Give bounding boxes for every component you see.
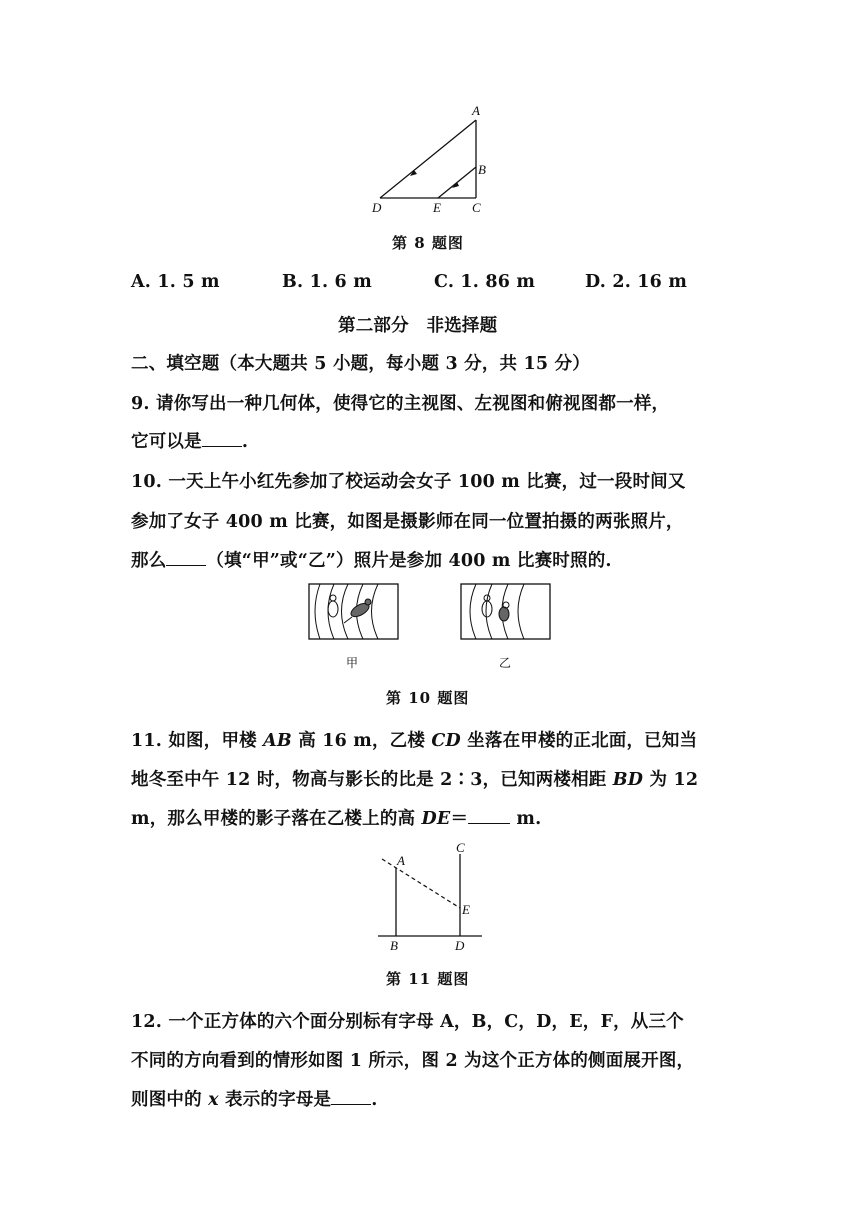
q11-line1-c: 坐落在甲楼的正北面，已知当: [460, 731, 698, 751]
q12-line3-post: .: [371, 1090, 378, 1110]
part2-title: 第二部分 非选择题: [338, 316, 498, 336]
q11-figure: [370, 838, 490, 954]
q8-option-d: D. 2. 16 m: [585, 272, 688, 292]
q8-label-d: D: [372, 200, 382, 215]
q8-figure: [360, 100, 500, 220]
q8-label-b: B: [478, 162, 486, 177]
q8-label-c: C: [472, 200, 481, 215]
q11-cd: CD: [431, 731, 461, 751]
q11-line1: [131, 727, 697, 752]
q11-line3-c: m.: [510, 809, 542, 829]
q11-line2: [131, 766, 698, 791]
q10-photo-left-label: 甲: [346, 656, 359, 670]
q10-line1: 10. 一天上午小红先参加了校运动会女子 100 m 比赛，过一段时间又: [131, 472, 686, 492]
q12-line1: 12. 一个正方体的六个面分别标有字母 A，B，C，D，E，F，从三个: [131, 1012, 684, 1032]
q12-line3: [131, 1086, 378, 1111]
q10-answer-blank: [166, 549, 206, 566]
q11-label-d: D: [455, 938, 465, 953]
q11-line3-b: ＝: [450, 809, 469, 829]
q11-label-a: A: [397, 853, 405, 868]
q12-line3-pre: 则图中的: [131, 1090, 209, 1110]
q12-line3-mid: 表示的字母是: [218, 1090, 332, 1110]
q10-line2: 参加了女子 400 m 比赛，如图是摄影师在同一位置拍摄的两张照片，: [131, 512, 684, 532]
q11-label-b: B: [390, 938, 398, 953]
q11-line1-a: 11. 如图，甲楼: [131, 731, 264, 751]
q10-photo-right-label: 乙: [499, 656, 512, 670]
q9-line2-pre: 它可以是: [131, 432, 202, 452]
q10-photo-left: [308, 583, 400, 641]
q9-line1: 9. 请你写出一种几何体，使得它的主视图、左视图和俯视图都一样，: [131, 394, 670, 414]
q11-label-c: C: [456, 840, 465, 855]
q12-answer-blank: [331, 1088, 371, 1105]
q8-caption: 第 8 题图: [392, 234, 464, 252]
q9-line2: [131, 428, 248, 453]
q8-label-a: A: [472, 103, 480, 118]
q11-line2-b: 为 12: [643, 770, 699, 790]
q11-label-e: E: [462, 902, 470, 917]
q11-line3: [131, 805, 541, 830]
q11-ab: AB: [263, 731, 292, 751]
q8-option-c: C. 1. 86 m: [434, 272, 536, 292]
q11-line3-a: m，那么甲楼的影子落在乙楼上的高: [131, 809, 422, 829]
q8-option-a: A. 1. 5 m: [131, 272, 220, 292]
q9-line2-post: .: [241, 432, 249, 452]
q10-line3-pre: 那么: [131, 551, 167, 571]
q8-label-e: E: [433, 200, 441, 215]
q9-answer-blank: [202, 430, 242, 447]
q11-de: DE: [421, 809, 451, 829]
q11-bd: BD: [612, 770, 644, 790]
q10-line3: [131, 547, 612, 572]
q11-answer-blank: [468, 807, 510, 824]
q12-line2: 不同的方向看到的情形如图 1 所示，图 2 为这个正方体的侧面展开图，: [131, 1051, 695, 1071]
q10-photo-right: [460, 583, 552, 641]
q11-line1-b: 高 16 m，乙楼: [291, 731, 432, 751]
q11-line2-a: 地冬至中午 12 时，物高与影长的比是 2∶3，已知两楼相距: [131, 770, 613, 790]
q8-option-b: B. 1. 6 m: [282, 272, 372, 292]
q10-line3-post: （填“甲”或“乙”）照片是参加 400 m 比赛时照的.: [206, 551, 612, 571]
section2-heading: 二、填空题（本大题共 5 小题，每小题 3 分，共 15 分）: [131, 354, 590, 374]
q11-caption: 第 11 题图: [386, 970, 470, 988]
q10-caption: 第 10 题图: [386, 689, 470, 707]
q12-x: x: [208, 1090, 219, 1110]
